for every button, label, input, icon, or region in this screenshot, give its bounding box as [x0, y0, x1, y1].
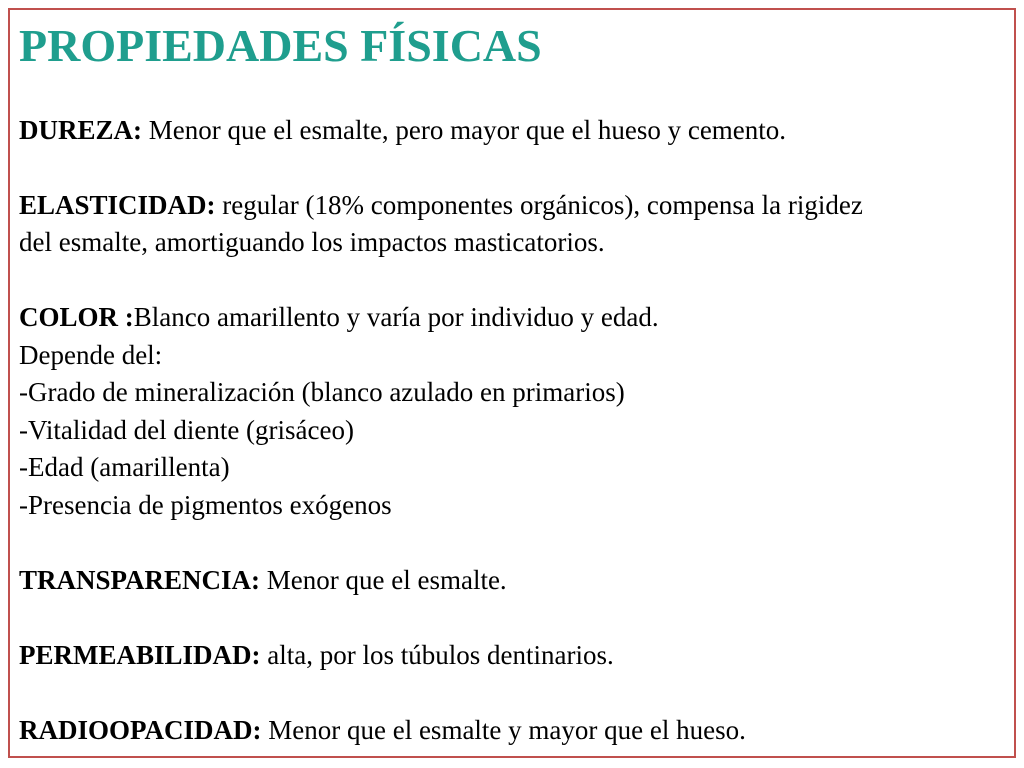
page-title: PROPIEDADES FÍSICAS — [19, 20, 542, 71]
radioopacidad-paragraph — [19, 712, 1015, 750]
color-list-item: -Presencia de pigmentos exógenos — [19, 489, 392, 520]
spacer — [19, 149, 1015, 187]
elasticidad-text: regular (18% componentes orgánicos), compensa la rigidez — [215, 189, 863, 220]
transparencia-paragraph — [19, 562, 1015, 600]
elasticidad-paragraph-continued — [19, 224, 1015, 262]
transparencia-label: TRANSPARENCIA: — [19, 564, 261, 595]
color-paragraph — [19, 299, 1015, 337]
permeabilidad-text: alta, por los túbulos dentinarios. — [260, 639, 614, 670]
dureza-paragraph — [19, 112, 1015, 150]
spacer — [19, 262, 1015, 300]
spacer — [19, 524, 1015, 562]
spacer — [19, 599, 1015, 637]
dureza-label: DUREZA: — [19, 114, 143, 145]
elasticidad-paragraph — [19, 187, 1015, 225]
color-list-item: -Vitalidad del diente (grisáceo) — [19, 414, 354, 445]
spacer — [19, 74, 1015, 112]
slide-content — [19, 18, 1015, 749]
slide-body — [19, 74, 1015, 749]
color-depende: Depende del: — [19, 339, 163, 370]
color-list-item: -Edad (amarillenta) — [19, 452, 230, 482]
radioopacidad-label: RADIOOPACIDAD: — [19, 714, 262, 745]
color-list-item: -Grado de mineralización (blanco azulado en primarios) — [19, 377, 625, 407]
elasticidad-label: ELASTICIDAD: — [19, 189, 216, 220]
permeabilidad-paragraph — [19, 637, 1015, 675]
color-label: COLOR : — [19, 302, 134, 332]
color-text: Blanco amarillento y varía por individuo y edad. — [133, 302, 659, 332]
spacer — [19, 674, 1015, 712]
radioopacidad-text: Menor que el esmalte y mayor que el hueso. — [261, 714, 746, 745]
transparencia-text: Menor que el esmalte. — [260, 564, 507, 595]
elasticidad-text-continued: del esmalte, amortiguando los impactos masticatorios. — [19, 227, 605, 257]
permeabilidad-label: PERMEABILIDAD: — [19, 639, 261, 670]
dureza-text: Menor que el esmalte, pero mayor que el hueso y cemento. — [142, 114, 787, 145]
